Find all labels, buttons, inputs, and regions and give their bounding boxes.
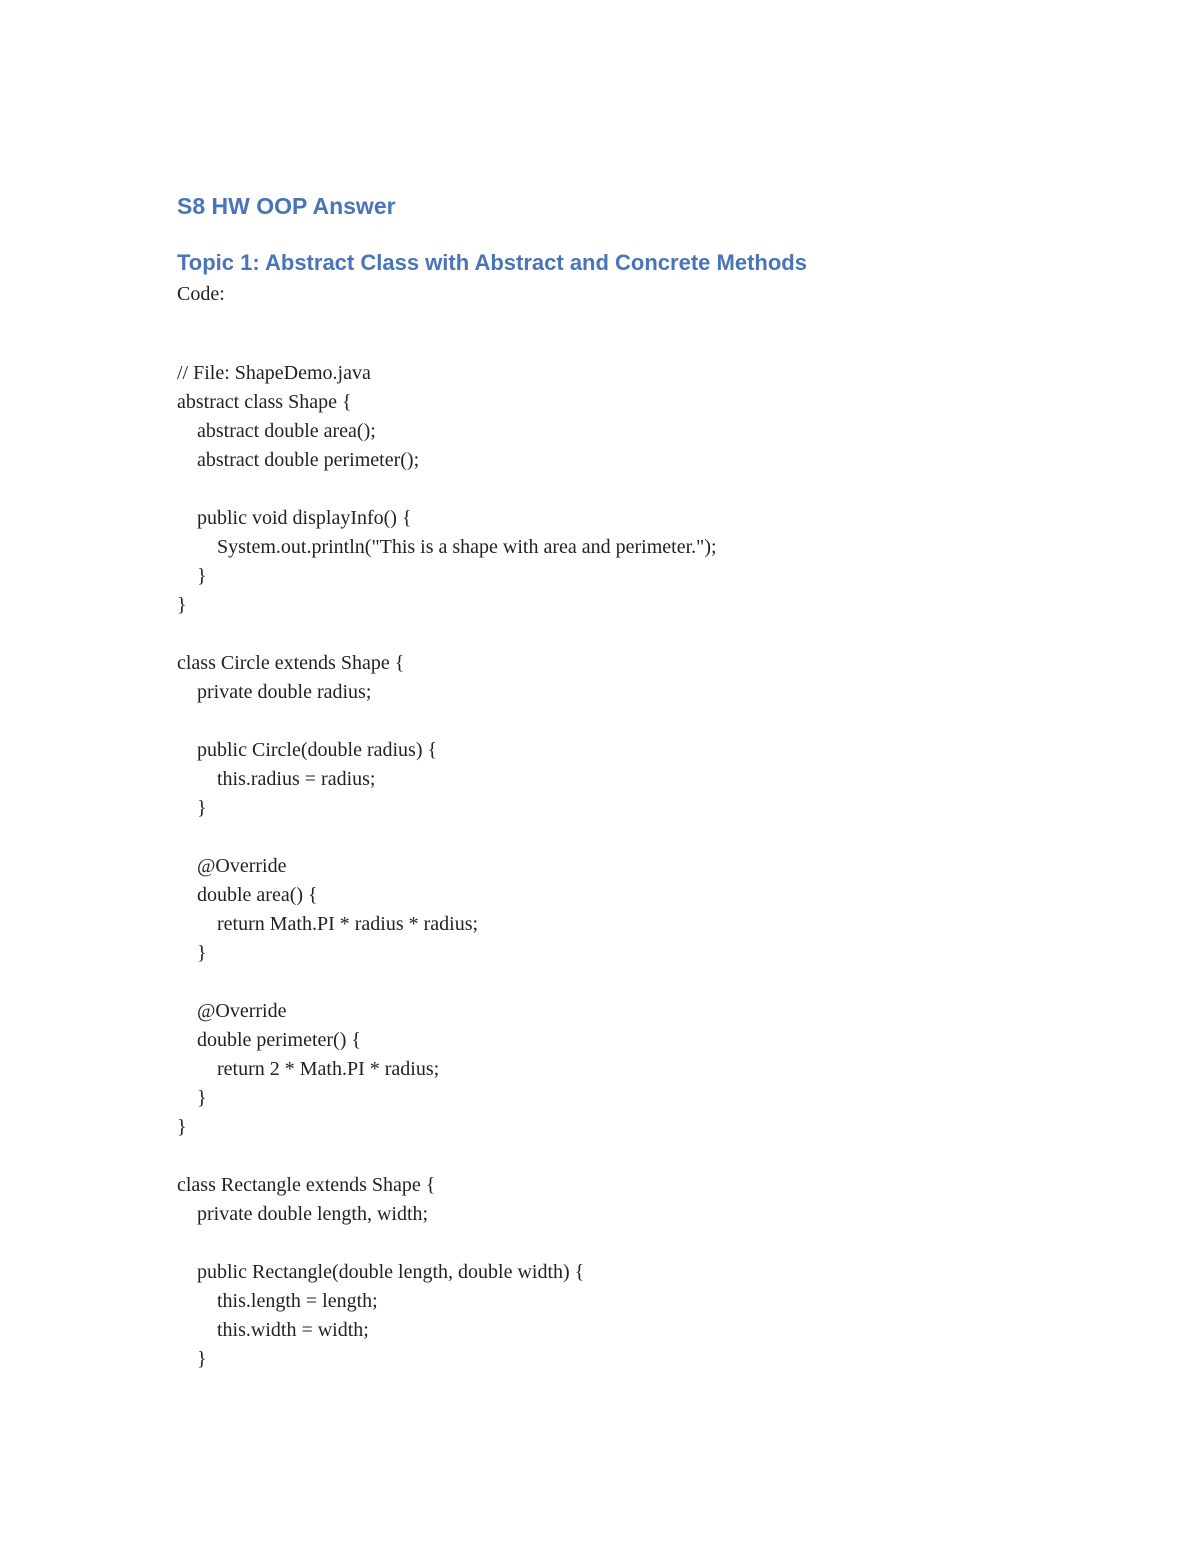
code-line: } [177, 594, 187, 616]
code-line: // File: ShapeDemo.java [177, 362, 371, 384]
code-line: private double length, width; [177, 1203, 429, 1225]
code-line: return Math.PI * radius * radius; [177, 913, 479, 935]
code-line: class Rectangle extends Shape { [177, 1174, 436, 1196]
code-line: abstract class Shape { [177, 391, 352, 413]
code-line: } [177, 1116, 187, 1138]
code-line: class Circle extends Shape { [177, 652, 405, 674]
code-line: } [177, 1087, 207, 1109]
code-line: @Override [177, 1000, 287, 1022]
code-line: } [177, 565, 207, 587]
code-line: } [177, 1348, 207, 1370]
code-line [177, 1229, 717, 1258]
code-line: this.length = length; [177, 1290, 378, 1312]
code-line: public Rectangle(double length, double width) { [177, 1261, 585, 1283]
code-line: double perimeter() { [177, 1029, 361, 1051]
code-line: this.width = width; [177, 1319, 369, 1341]
code-line [177, 475, 717, 504]
code-line [177, 968, 717, 997]
code-line: public Circle(double radius) { [177, 739, 438, 761]
code-line [177, 1142, 717, 1171]
code-line: double area() { [177, 884, 318, 906]
code-line: } [177, 942, 207, 964]
code-line: abstract double area(); [177, 420, 376, 442]
code-line: this.radius = radius; [177, 768, 376, 790]
code-line: private double radius; [177, 681, 372, 703]
document-title: S8 HW OOP Answer [177, 193, 396, 219]
code-line: return 2 * Math.PI * radius; [177, 1058, 440, 1080]
code-line [177, 707, 717, 736]
code-line: public void displayInfo() { [177, 507, 412, 529]
code-line [177, 620, 717, 649]
code-block [177, 359, 717, 1374]
code-line [177, 823, 717, 852]
topic-heading: Topic 1: Abstract Class with Abstract and Concrete Methods [177, 250, 807, 275]
code-line: abstract double perimeter(); [177, 449, 420, 471]
code-line: @Override [177, 855, 287, 877]
code-line: } [177, 797, 207, 819]
code-line: System.out.println("This is a shape with area and perimeter."); [177, 536, 717, 558]
code-label: Code: [177, 283, 225, 305]
